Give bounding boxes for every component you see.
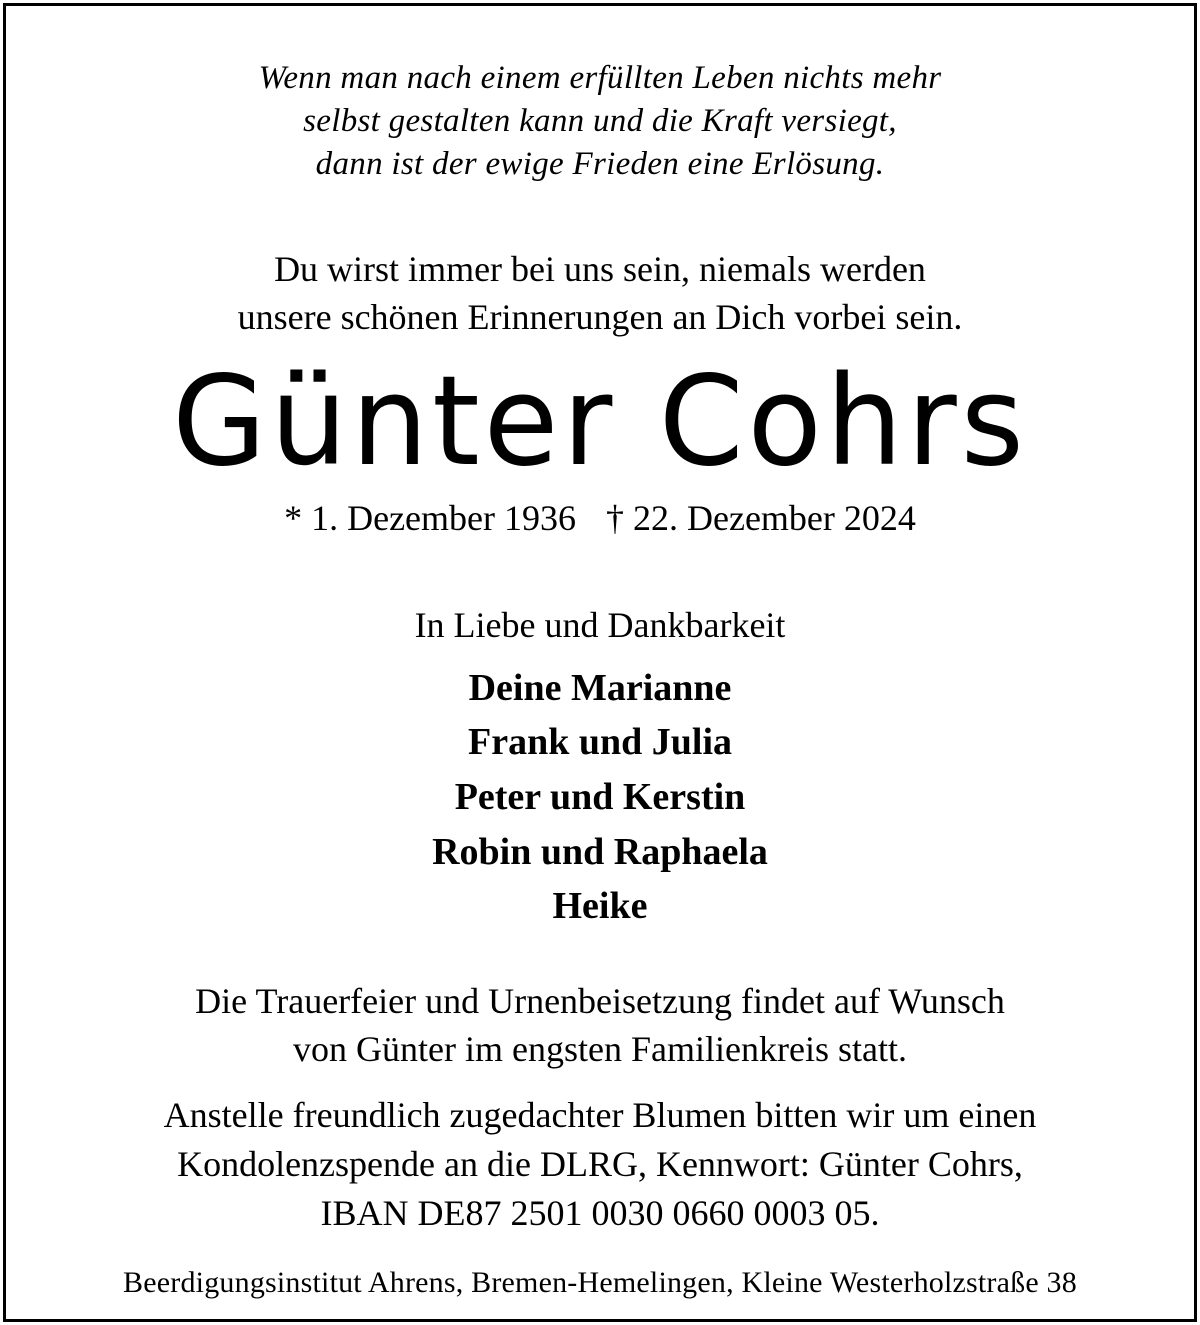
motto-line-1: Wenn man nach einem erfüllten Leben nichts mehr	[258, 60, 942, 96]
mourner-name: Heike	[552, 885, 648, 927]
mourner-name: Robin und Raphaela	[432, 831, 768, 873]
mourners-intro: In Liebe und Dankbarkeit	[414, 605, 786, 645]
funeral-home-footer: Beerdigungsinstitut Ahrens, Bremen-Hemelingen, Kleine Westerholzstraße 38	[123, 1266, 1077, 1299]
motto-line-3: dann ist der ewige Frieden eine Erlösung.	[315, 146, 885, 182]
ceremony-line-1: Die Trauerfeier und Urnenbeisetzung findet auf Wunsch	[195, 981, 1005, 1021]
birth-date: * 1. Dezember 1936	[284, 498, 576, 538]
donation-line-2: Kondolenzspende an die DLRG, Kennwort: Günter Cohrs,	[177, 1144, 1023, 1184]
mourner-name: Deine Marianne	[468, 667, 732, 709]
donation-line-1: Anstelle freundlich zugedachter Blumen bitten wir um einen	[163, 1095, 1037, 1135]
deceased-name: Günter Cohrs	[172, 350, 1028, 494]
mourner-name: Frank und Julia	[468, 721, 732, 763]
ceremony-line-2: von Günter im engsten Familienkreis statt.	[293, 1029, 907, 1069]
mourner-name: Peter und Kerstin	[454, 776, 746, 818]
donation-line-3: IBAN DE87 2501 0030 0660 0003 05.	[320, 1193, 880, 1233]
death-date: † 22. Dezember 2024	[606, 498, 916, 538]
motto-line-2: selbst gestalten kann und die Kraft versiegt,	[303, 103, 897, 139]
verse-line-2: unsere schönen Erinnerungen an Dich vorbei sein.	[237, 297, 963, 337]
verse-line-1: Du wirst immer bei uns sein, niemals werden	[274, 249, 926, 289]
life-dates	[0, 500, 1200, 536]
